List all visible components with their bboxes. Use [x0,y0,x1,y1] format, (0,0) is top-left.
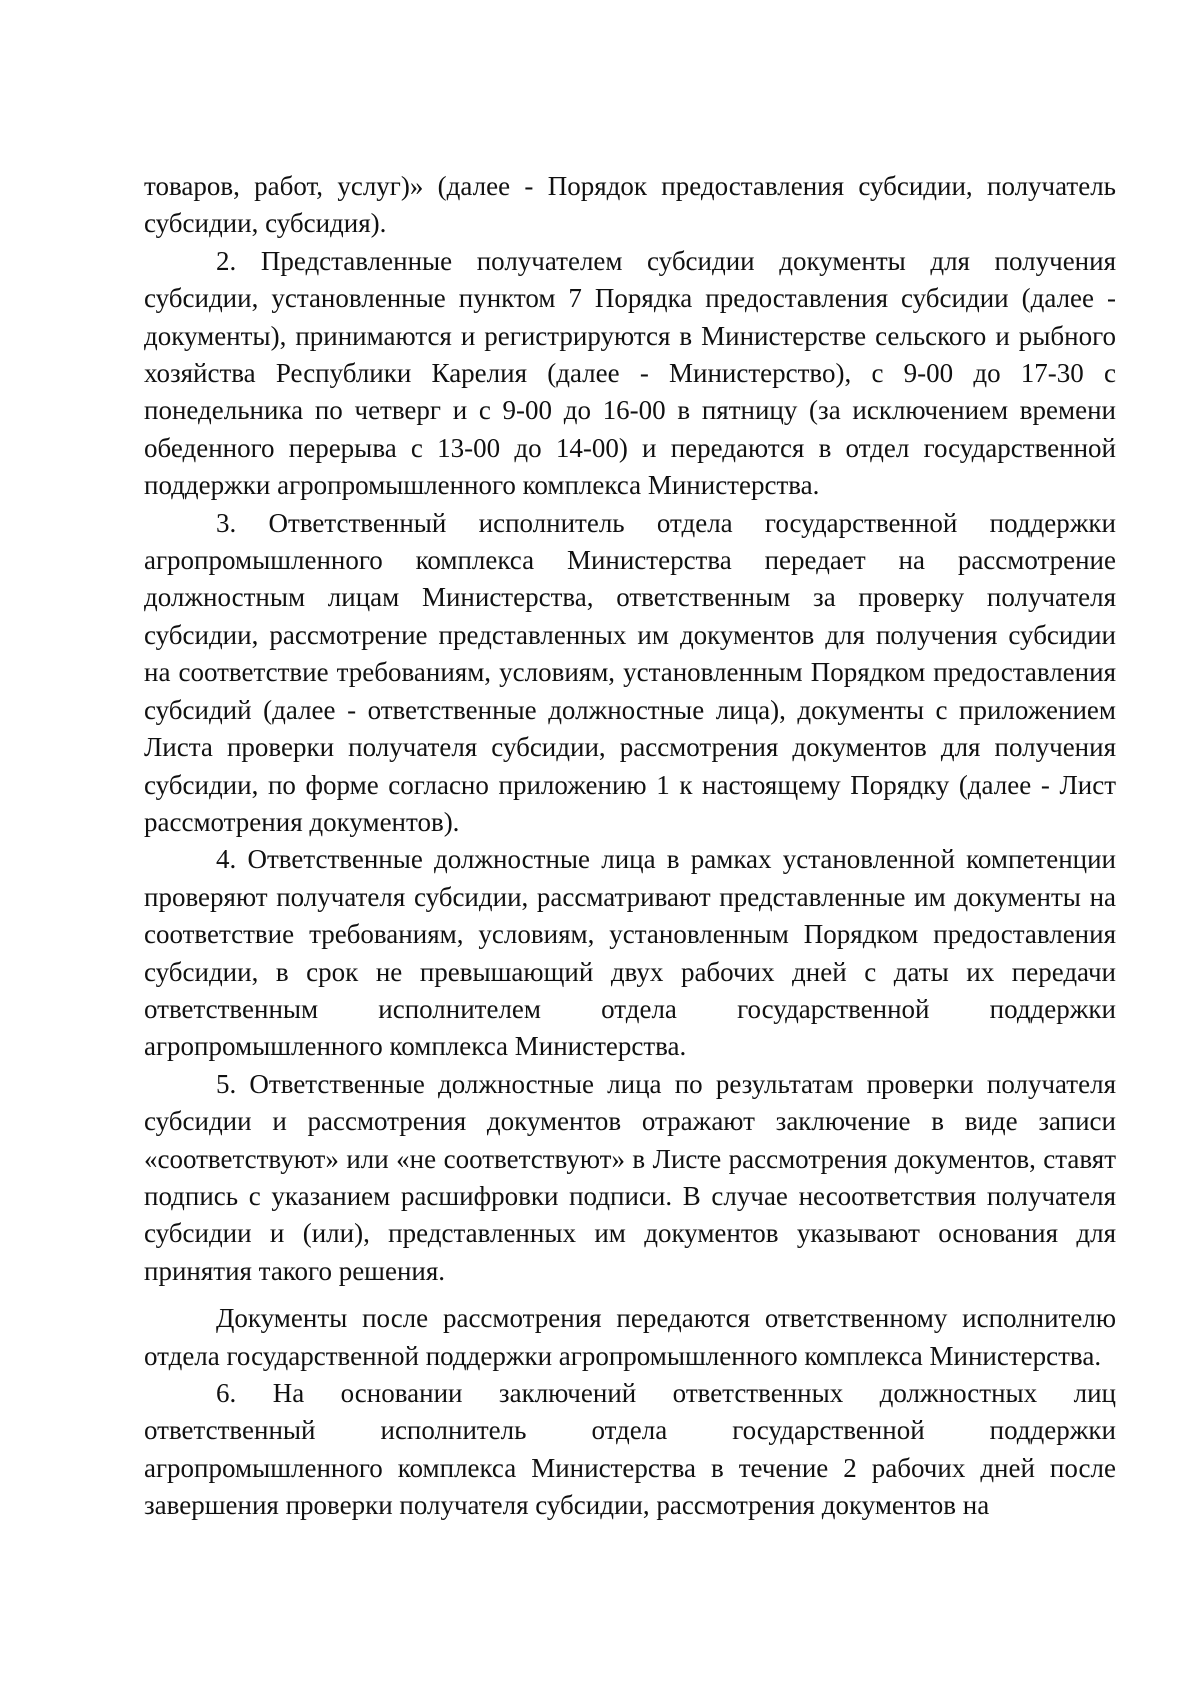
paragraph-item-3: 3. Ответственный исполнитель отдела государственной поддержки агропромышленного комплекса Министерства передает на рассмотрение должностным лицам Министерства, ответственным за проверку получателя субсидии, рассмотрение представленных им документов для получения субсидии на соответствие требованиям, условиям, установленным Порядком предоставления субсидий (далее - ответственные должностные лица), документы с приложением Листа проверки получателя субсидии, рассмотрения документов для получения субсидии, по форме согласно приложению 1 к настоящему Порядку (далее - Лист рассмотрения документов). [144,507,1116,837]
paragraph-item-2: 2. Представленные получателем субсидии документы для получения субсидии, установленные пунктом 7 Порядка предоставления субсидии (далее - документы), принимаются и регистрируются в Министерстве сельского и рыбного хозяйства Республики Карелия (далее - Министерство), с 9-00 до 17-30 с понедельника по четверг и с 9-00 до 16-00 в пятницу (за исключением времени обеденного перерыва с 13-00 до 14-00) и передаются в отдел государственной поддержки агропромышленного комплекса Министерства. [144,245,1116,501]
paragraph-continuation: товаров, работ, услуг)» (далее - Порядок предоставления субсидии, получатель субсидии, субсидия). [144,171,1116,239]
document-text-body [144,168,1116,1525]
paragraph-documents-transfer: Документы после рассмотрения передаются ответственному исполнителю отдела государственной поддержки агропромышленного комплекса Министерства. [144,1303,1116,1371]
paragraph-item-6: 6. На основании заключений ответственных должностных лиц ответственный исполнитель отдела государственной поддержки агропромышленного комплекса Министерства в течение 2 рабочих дней после завершения проверки получателя субсидии, рассмотрения документов на [144,1378,1116,1521]
paragraph-item-5: 5. Ответственные должностные лица по результатам проверки получателя субсидии и рассмотрения документов отражают заключение в виде записи «соответствуют» или «не соответствуют» в Листе рассмотрения документов, ставят подпись с указанием расшифровки подписи. В случае несоответствия получателя субсидии и (или), представленных им документов указывают основания для принятия такого решения. [144,1068,1116,1286]
paragraph-item-4: 4. Ответственные должностные лица в рамках установленной компетенции проверяют получателя субсидии, рассматривают представленные им документы на соответствие требованиям, условиям, установленным Порядком предоставления субсидии, в срок не превышающий двух рабочих дней с даты их передачи ответственным исполнителем отдела государственной поддержки агропромышленного комплекса Министерства. [144,844,1116,1062]
